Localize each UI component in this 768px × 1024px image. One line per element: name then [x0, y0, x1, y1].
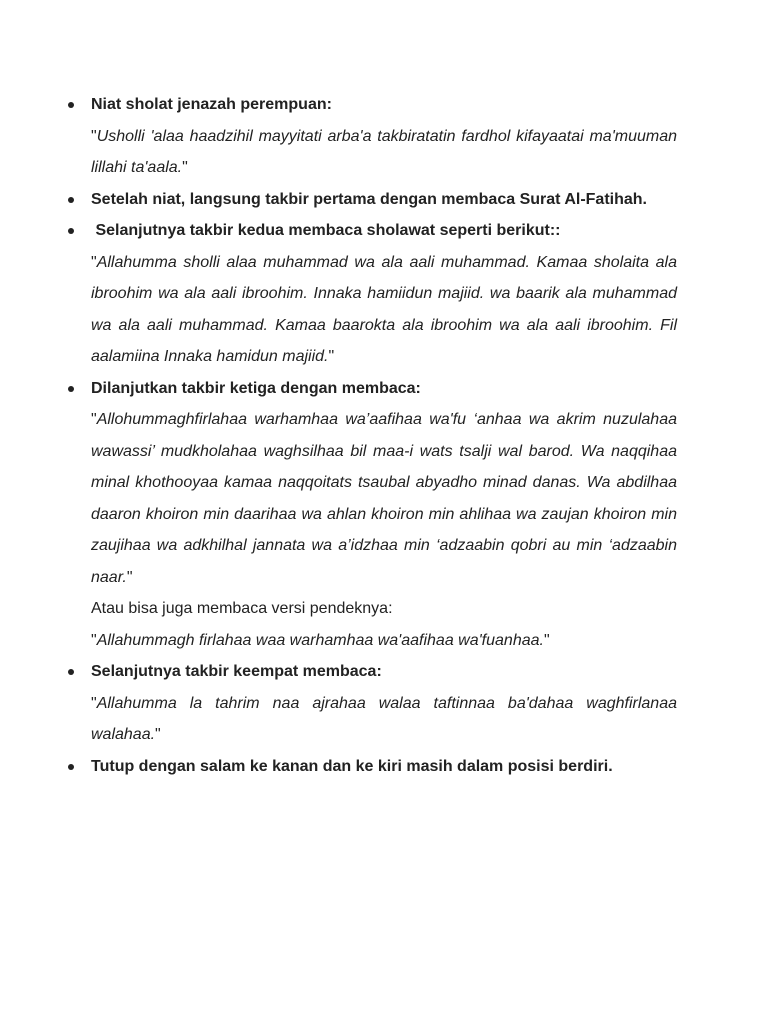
step-heading: Dilanjutkan takbir ketiga dengan membaca: [91, 379, 421, 397]
list-item [0, 751, 768, 783]
prayer-text: "Allahumma la tahrim naa ajrahaa walaa taftinnaa ba'dahaa waghfirlanaa walahaa." [91, 694, 677, 743]
document-body [0, 89, 768, 782]
list-item [0, 184, 768, 216]
bullet-icon [68, 228, 74, 234]
note-text: Atau bisa juga membaca versi pendeknya: [91, 600, 393, 617]
prayer-text: "Allahumma sholli alaa muhammad wa ala aali muhammad. Kamaa sholaita ala ibroohim wa ala aali ibroohim. Innaka hamiidun majiid. wa baarik ala muhammad wa ala aali muhammad. Kamaa baarokta ala ibroohim wa ala aali ibroohim. Fil aalamiina Innaka hamidun majiid." [91, 253, 677, 365]
list-item [0, 373, 768, 657]
bullet-icon [68, 669, 74, 675]
step-heading: Niat sholat jenazah perempuan: [91, 96, 332, 113]
step-heading: Selanjutnya takbir kedua membaca sholawat seperti berikut:: [91, 222, 561, 239]
prayer-text: "Usholli 'alaa haadzihil mayyitati arba'a takbiratatin fardhol kifayaatai ma'muuman lillahi ta'aala." [91, 127, 677, 176]
step-heading: Setelah niat, langsung takbir pertama dengan membaca Surat Al-Fatihah. [91, 190, 647, 208]
step-heading: Tutup dengan salam ke kanan dan ke kiri masih dalam posisi berdiri. [91, 757, 613, 775]
list-item [0, 89, 768, 184]
step-heading: Selanjutnya takbir keempat membaca: [91, 663, 382, 680]
bullet-icon [68, 764, 74, 770]
list-item [0, 656, 768, 751]
bullet-icon [68, 197, 74, 203]
bullet-icon [68, 386, 74, 392]
list-item [0, 215, 768, 373]
prayer-text-short: "Allahummagh firlahaa waa warhamhaa wa'aafihaa wa'fuanhaa." [91, 631, 550, 649]
prayer-text: "Allohummaghfirlahaa warhamhaa wa’aafihaa wa'fu ‘anhaa wa akrim nuzulahaa wawassi’ mudkholahaa waghsilhaa bil maa-i wats tsalji wal barod. Wa naqqihaa minal khothooyaa kamaa naqqoitats tsaubal abyadho minad danas. Wa abdilhaa daaron khoiron min daarihaa wa ahlan khoiron min ahlihaa wa zaujan khoiron min zaujihaa wa adkhilhal jannata wa a’idzhaa min ‘adzaabin qobri au min ‘adzaabin naar." [91, 411, 677, 586]
bullet-icon [68, 102, 74, 108]
